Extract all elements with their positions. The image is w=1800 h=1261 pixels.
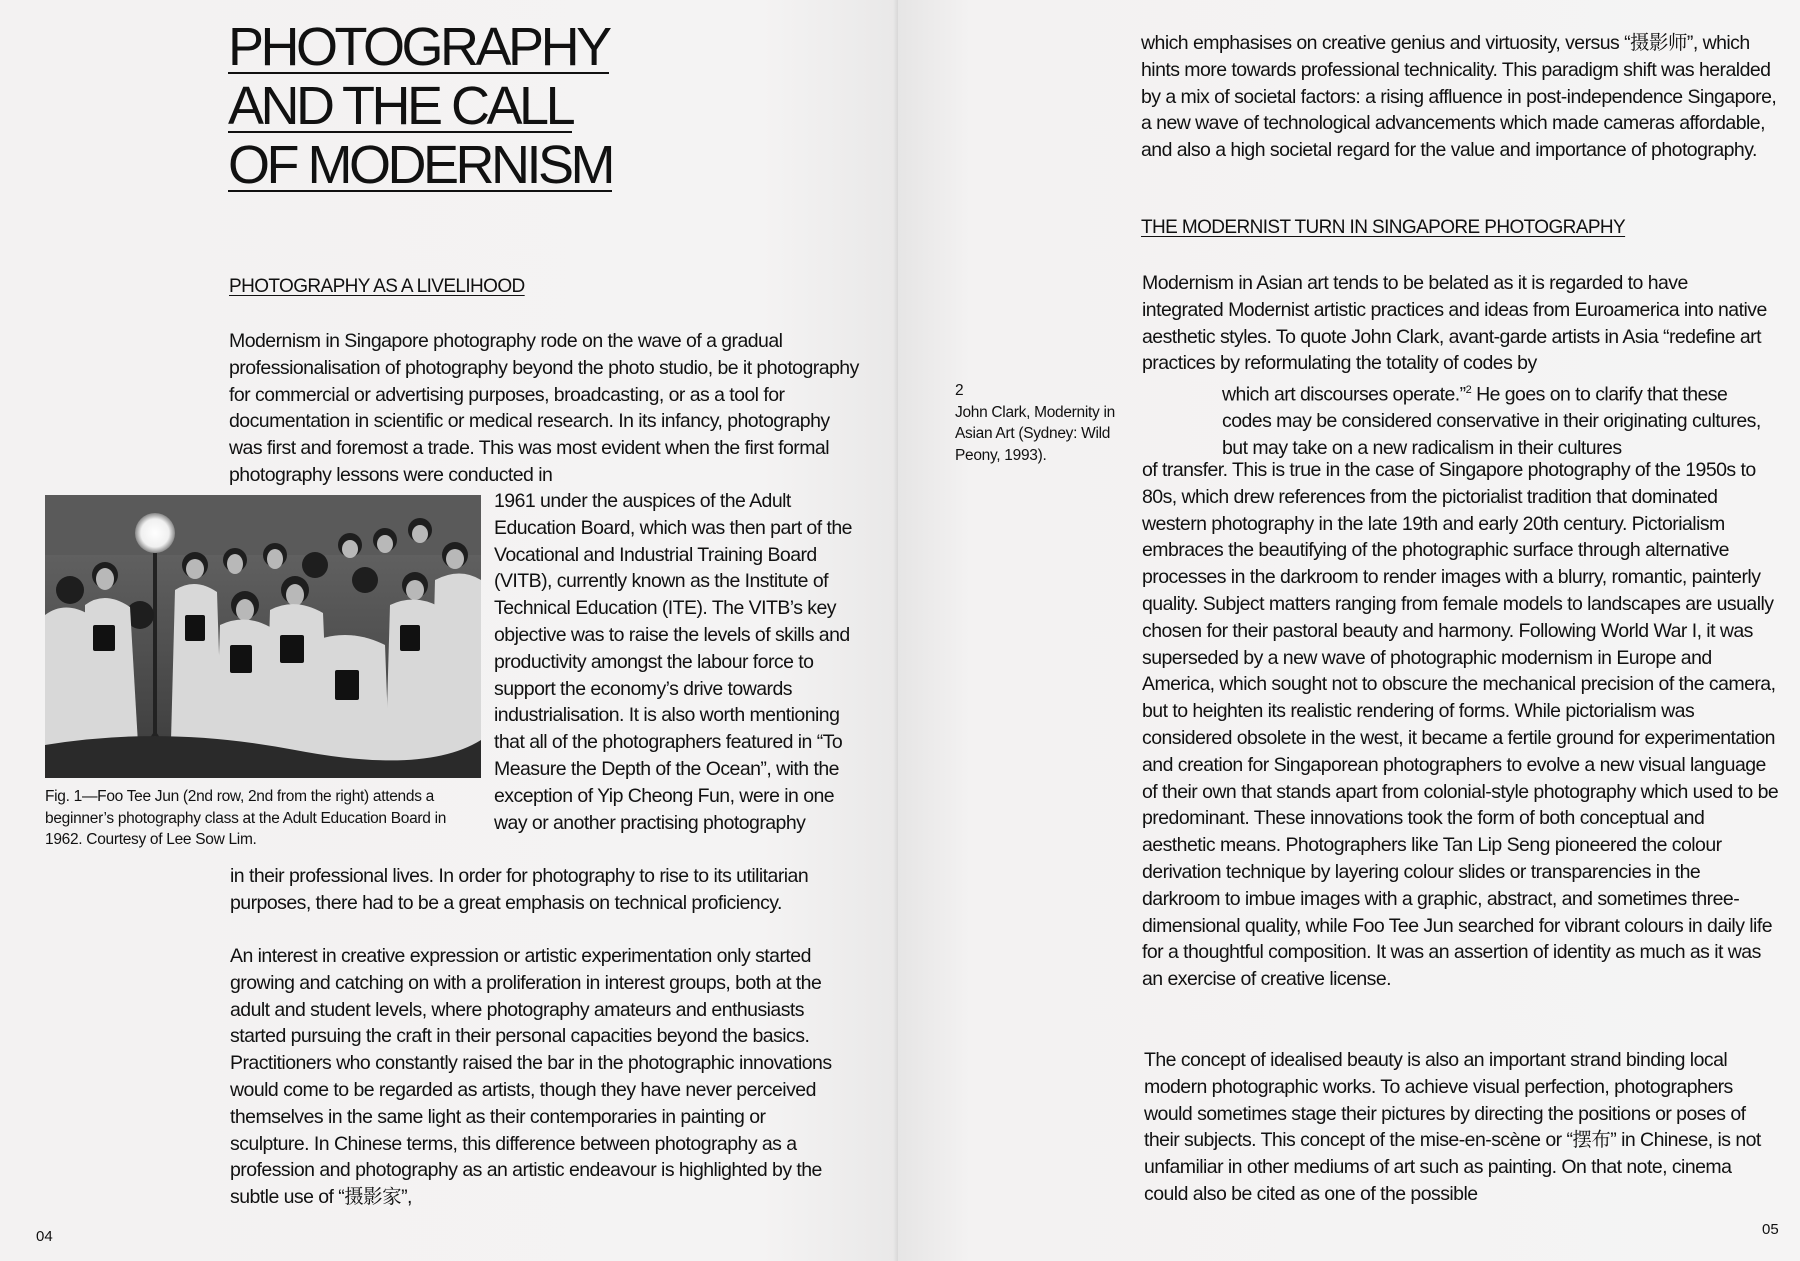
quote-text: which art discourses operate.”: [1222, 383, 1466, 406]
page-title: [228, 17, 648, 197]
footnote-text: John Clark, Modernity in Asian Art (Sydney: Wild Peony, 1993).: [955, 403, 1115, 464]
paragraph-modernism-intro: Modernism in Asian art tends to be belated as it is regarded to have integrated Modernist artistic practices and ideas from Euroamerica into native aesthetic styles. To quote John Clark, avant-garde artists in Asia “redefine art practices by reformulating the totality of codes by: [1142, 272, 1767, 375]
paragraph-pictorialism: of transfer. This is true in the case of Singapore photography of the 1950s to 80s, which drew references from the pictorialist tradition that dominated western photography in the late 19th and early 20th century. Pictorialism embraces the beautifying of the photographic surface through alternative processes in the darkroom to render images with a blurry, romantic, painterly quality. Subject matters ranging from female models to landscapes are usually chosen for their pastoral beauty and harmony. Following World War I, it was superseded by a new wave of photographic modernism in Europe and America, which sought not to obscure the mechanical precision of the camera, but to heighten its realistic rendering of forms. While pictorialism was considered obsolete in the west, it became a fertile ground for experimentation and creation for Singaporean photographers to evolve a new visual language of their own that stands apart from colonial-style photography which used to be predominant. These innovations took the form of both conceptual and aesthetic means. Photographers like Tan Lip Seng pioneered the colour derivation technique by layering colour slides or transparencies in the darkroom to imbue images with a graphic, abstract, and sometimes three-dimensional quality, while Foo Tee Jun searched for vibrant colours in daily life for a thoughtful composition. It was an assertion of identity as much as it was an exercise of creative license.: [1142, 459, 1779, 991]
section-heading-livelihood: PHOTOGRAPHY AS A LIVELIHOOD: [229, 276, 525, 297]
title-line-2: AND THE CALL: [228, 76, 573, 136]
footnote: [955, 380, 1145, 466]
classroom-photograph: [45, 495, 481, 778]
paragraph-modernism-side: [1222, 377, 1772, 462]
paragraph-livelihood-side: 1961 under the auspices of the Adult Education Board, which was then part of the Vocational and Industrial Training Board (VITB), currently known as the Institute of Technical Education (ITE). The VITB’s key objective was to raise the levels of skills and productivity amongst the labour force to support the economy’s drive towards industrialisation. It is also worth mentioning that all of the photographers featured in “To Measure the Depth of the Ocean”, with the exception of Yip Cheong Fun, were in one way or another practising photography: [494, 490, 852, 834]
paragraph-idealised-beauty: The concept of idealised beauty is also an important strand binding local modern photographic works. To achieve visual perfection, photographers would sometimes stage their pictures by directing the positions or poses of their subjects. This concept of the mise-en-scène or “摆布” in Chinese, is not unfamiliar in other mediums of art such as painting. On that note, cinema could also be cited as one of the possible: [1144, 1049, 1761, 1205]
footnote-marker: 2: [1465, 384, 1472, 396]
footnote-number: 2: [955, 382, 964, 399]
figure-1-caption: Fig. 1—Foo Tee Jun (2nd row, 2nd from the right) attends a beginner’s photography class at the Adult Education Board in 1962. Courtesy of Lee Sow Lim.: [45, 788, 447, 848]
paragraph-livelihood-intro: Modernism in Singapore photography rode on the wave of a gradual professionalisation of photography beyond the photo studio, be it photography for commercial or advertising purposes, broadcasting, or as a tool for documentation in scientific or medical research. In its infancy, photography was first and foremost a trade. This was most evident when the first formal photography lessons were conducted in: [229, 330, 859, 486]
paragraph-continuation: which emphasises on creative genius and virtuosity, versus “摄影师”, which hints more towards professional technicality. This paradigm shift was heralded by a mix of societal factors: a rising affluence in post-independence Singapore, a new wave of technological advancements which made cameras affordable, and also a high societal regard for the value and importance of photography.: [1141, 32, 1777, 162]
right-page: [898, 0, 1800, 1261]
title-line-3: OF MODERNISM: [228, 135, 612, 195]
paragraph-livelihood-conclusion: in their professional lives. In order for photography to rise to its utilitarian purposes, there had to be a great emphasis on technical proficiency.: [230, 865, 809, 914]
page-number-right: 05: [1762, 1221, 1779, 1238]
left-page: [0, 0, 898, 1261]
title-line-1: PHOTOGRAPHY: [228, 17, 609, 77]
figure-1-photo: [45, 495, 481, 778]
paragraph-creative-expression: An interest in creative expression or artistic experimentation only started growing and catching on with a proliferation in interest groups, both at the adult and student levels, where photography amateurs and enthusiasts started pursuing the craft in their personal capacities beyond the basics. Practitioners who constantly raised the bar in the photographic innovations would come to be regarded as artists, though they have never perceived themselves in the same light as their contemporaries in painting or sculpture. In Chinese terms, this difference between photography as a profession and photography as an artistic endeavour is highlighted by the subtle use of “摄影家”,: [230, 945, 832, 1209]
section-heading-modernist-turn: THE MODERNIST TURN IN SINGAPORE PHOTOGRAPHY: [1141, 217, 1626, 238]
quote-continuation: He goes on to clarify that these codes may be considered conservative in their originating cultures, but may take on a new radicalism in their cultures: [1222, 383, 1761, 460]
page-number-left: 04: [36, 1228, 53, 1245]
